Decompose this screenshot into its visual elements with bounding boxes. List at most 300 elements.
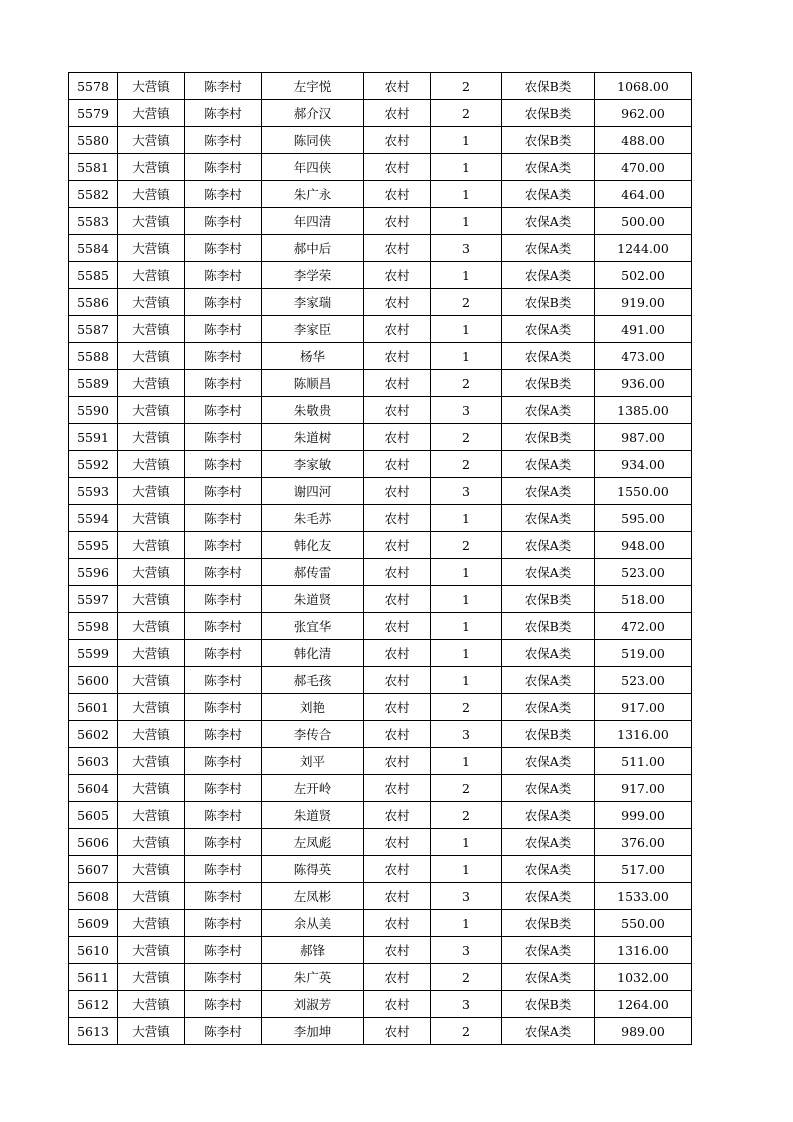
amount-cell: 934.00 xyxy=(595,451,692,478)
name-cell: 左凤彪 xyxy=(262,829,364,856)
amount-cell: 917.00 xyxy=(595,775,692,802)
town-cell: 大营镇 xyxy=(118,127,185,154)
serial-number-cell: 5583 xyxy=(69,208,118,235)
member-count-cell: 3 xyxy=(431,883,502,910)
household-type-cell: 农村 xyxy=(364,73,431,100)
amount-cell: 470.00 xyxy=(595,154,692,181)
serial-number-cell: 5602 xyxy=(69,721,118,748)
amount-cell: 464.00 xyxy=(595,181,692,208)
member-count-cell: 1 xyxy=(431,667,502,694)
member-count-cell: 2 xyxy=(431,1018,502,1045)
village-cell: 陈李村 xyxy=(185,424,262,451)
insurance-category-cell: 农保B类 xyxy=(502,127,595,154)
insurance-category-cell: 农保A类 xyxy=(502,505,595,532)
serial-number-cell: 5607 xyxy=(69,856,118,883)
household-type-cell: 农村 xyxy=(364,343,431,370)
name-cell: 张宜华 xyxy=(262,613,364,640)
name-cell: 杨华 xyxy=(262,343,364,370)
insurance-category-cell: 农保B类 xyxy=(502,721,595,748)
name-cell: 陈顺昌 xyxy=(262,370,364,397)
table-row xyxy=(69,640,692,667)
insurance-category-cell: 农保A类 xyxy=(502,748,595,775)
member-count-cell: 1 xyxy=(431,262,502,289)
village-cell: 陈李村 xyxy=(185,397,262,424)
village-cell: 陈李村 xyxy=(185,883,262,910)
village-cell: 陈李村 xyxy=(185,829,262,856)
town-cell: 大营镇 xyxy=(118,856,185,883)
town-cell: 大营镇 xyxy=(118,775,185,802)
amount-cell: 1316.00 xyxy=(595,937,692,964)
name-cell: 李加坤 xyxy=(262,1018,364,1045)
insurance-category-cell: 农保A类 xyxy=(502,640,595,667)
table-row xyxy=(69,208,692,235)
serial-number-cell: 5594 xyxy=(69,505,118,532)
member-count-cell: 2 xyxy=(431,802,502,829)
village-cell: 陈李村 xyxy=(185,343,262,370)
serial-number-cell: 5581 xyxy=(69,154,118,181)
household-type-cell: 农村 xyxy=(364,208,431,235)
roster-table xyxy=(68,72,692,1045)
insurance-category-cell: 农保B类 xyxy=(502,613,595,640)
household-type-cell: 农村 xyxy=(364,181,431,208)
insurance-category-cell: 农保A类 xyxy=(502,316,595,343)
household-type-cell: 农村 xyxy=(364,802,431,829)
serial-number-cell: 5604 xyxy=(69,775,118,802)
amount-cell: 962.00 xyxy=(595,100,692,127)
table-row xyxy=(69,370,692,397)
table-row xyxy=(69,316,692,343)
table-row xyxy=(69,856,692,883)
name-cell: 左宇悦 xyxy=(262,73,364,100)
household-type-cell: 农村 xyxy=(364,775,431,802)
household-type-cell: 农村 xyxy=(364,856,431,883)
town-cell: 大营镇 xyxy=(118,235,185,262)
town-cell: 大营镇 xyxy=(118,343,185,370)
name-cell: 朱道贤 xyxy=(262,802,364,829)
household-type-cell: 农村 xyxy=(364,451,431,478)
village-cell: 陈李村 xyxy=(185,559,262,586)
household-type-cell: 农村 xyxy=(364,910,431,937)
insurance-category-cell: 农保A类 xyxy=(502,532,595,559)
serial-number-cell: 5608 xyxy=(69,883,118,910)
village-cell: 陈李村 xyxy=(185,721,262,748)
name-cell: 李家瑞 xyxy=(262,289,364,316)
serial-number-cell: 5595 xyxy=(69,532,118,559)
serial-number-cell: 5609 xyxy=(69,910,118,937)
table-row xyxy=(69,748,692,775)
amount-cell: 999.00 xyxy=(595,802,692,829)
table-row xyxy=(69,613,692,640)
name-cell: 左开岭 xyxy=(262,775,364,802)
name-cell: 刘平 xyxy=(262,748,364,775)
member-count-cell: 1 xyxy=(431,127,502,154)
member-count-cell: 1 xyxy=(431,505,502,532)
village-cell: 陈李村 xyxy=(185,73,262,100)
village-cell: 陈李村 xyxy=(185,694,262,721)
serial-number-cell: 5587 xyxy=(69,316,118,343)
member-count-cell: 3 xyxy=(431,721,502,748)
member-count-cell: 1 xyxy=(431,586,502,613)
household-type-cell: 农村 xyxy=(364,748,431,775)
member-count-cell: 2 xyxy=(431,775,502,802)
village-cell: 陈李村 xyxy=(185,748,262,775)
household-type-cell: 农村 xyxy=(364,235,431,262)
town-cell: 大营镇 xyxy=(118,667,185,694)
town-cell: 大营镇 xyxy=(118,73,185,100)
table-row xyxy=(69,775,692,802)
serial-number-cell: 5593 xyxy=(69,478,118,505)
name-cell: 年四清 xyxy=(262,208,364,235)
town-cell: 大营镇 xyxy=(118,748,185,775)
household-type-cell: 农村 xyxy=(364,613,431,640)
household-type-cell: 农村 xyxy=(364,829,431,856)
serial-number-cell: 5584 xyxy=(69,235,118,262)
insurance-category-cell: 农保A类 xyxy=(502,154,595,181)
table-row xyxy=(69,694,692,721)
table-row xyxy=(69,127,692,154)
table-row xyxy=(69,910,692,937)
member-count-cell: 2 xyxy=(431,424,502,451)
name-cell: 郝中后 xyxy=(262,235,364,262)
insurance-category-cell: 农保A类 xyxy=(502,451,595,478)
town-cell: 大营镇 xyxy=(118,910,185,937)
name-cell: 郝传雷 xyxy=(262,559,364,586)
village-cell: 陈李村 xyxy=(185,370,262,397)
member-count-cell: 1 xyxy=(431,208,502,235)
serial-number-cell: 5582 xyxy=(69,181,118,208)
table-row xyxy=(69,559,692,586)
insurance-category-cell: 农保A类 xyxy=(502,964,595,991)
town-cell: 大营镇 xyxy=(118,613,185,640)
insurance-category-cell: 农保A类 xyxy=(502,937,595,964)
insurance-category-cell: 农保A类 xyxy=(502,343,595,370)
amount-cell: 488.00 xyxy=(595,127,692,154)
table-row xyxy=(69,667,692,694)
town-cell: 大营镇 xyxy=(118,991,185,1018)
member-count-cell: 1 xyxy=(431,316,502,343)
name-cell: 郝锋 xyxy=(262,937,364,964)
member-count-cell: 3 xyxy=(431,937,502,964)
household-type-cell: 农村 xyxy=(364,937,431,964)
amount-cell: 1533.00 xyxy=(595,883,692,910)
amount-cell: 989.00 xyxy=(595,1018,692,1045)
insurance-category-cell: 农保A类 xyxy=(502,478,595,505)
insurance-category-cell: 农保B类 xyxy=(502,289,595,316)
member-count-cell: 2 xyxy=(431,532,502,559)
household-type-cell: 农村 xyxy=(364,667,431,694)
name-cell: 李学荣 xyxy=(262,262,364,289)
household-type-cell: 农村 xyxy=(364,640,431,667)
town-cell: 大营镇 xyxy=(118,505,185,532)
table-row xyxy=(69,424,692,451)
member-count-cell: 2 xyxy=(431,73,502,100)
name-cell: 韩化清 xyxy=(262,640,364,667)
amount-cell: 1550.00 xyxy=(595,478,692,505)
member-count-cell: 1 xyxy=(431,748,502,775)
serial-number-cell: 5590 xyxy=(69,397,118,424)
village-cell: 陈李村 xyxy=(185,910,262,937)
household-type-cell: 农村 xyxy=(364,991,431,1018)
household-type-cell: 农村 xyxy=(364,964,431,991)
household-type-cell: 农村 xyxy=(364,721,431,748)
serial-number-cell: 5586 xyxy=(69,289,118,316)
household-type-cell: 农村 xyxy=(364,883,431,910)
table-row xyxy=(69,181,692,208)
name-cell: 朱广英 xyxy=(262,964,364,991)
table-body xyxy=(69,73,692,1045)
amount-cell: 550.00 xyxy=(595,910,692,937)
insurance-category-cell: 农保A类 xyxy=(502,208,595,235)
town-cell: 大营镇 xyxy=(118,937,185,964)
village-cell: 陈李村 xyxy=(185,937,262,964)
table-row xyxy=(69,73,692,100)
household-type-cell: 农村 xyxy=(364,262,431,289)
village-cell: 陈李村 xyxy=(185,100,262,127)
town-cell: 大营镇 xyxy=(118,154,185,181)
table-row xyxy=(69,343,692,370)
name-cell: 朱毛苏 xyxy=(262,505,364,532)
town-cell: 大营镇 xyxy=(118,451,185,478)
household-type-cell: 农村 xyxy=(364,586,431,613)
table-row xyxy=(69,721,692,748)
member-count-cell: 3 xyxy=(431,397,502,424)
insurance-category-cell: 农保A类 xyxy=(502,181,595,208)
name-cell: 朱敬贵 xyxy=(262,397,364,424)
serial-number-cell: 5600 xyxy=(69,667,118,694)
household-type-cell: 农村 xyxy=(364,694,431,721)
table-row xyxy=(69,829,692,856)
household-type-cell: 农村 xyxy=(364,478,431,505)
village-cell: 陈李村 xyxy=(185,262,262,289)
amount-cell: 595.00 xyxy=(595,505,692,532)
serial-number-cell: 5597 xyxy=(69,586,118,613)
household-type-cell: 农村 xyxy=(364,100,431,127)
household-type-cell: 农村 xyxy=(364,559,431,586)
village-cell: 陈李村 xyxy=(185,532,262,559)
village-cell: 陈李村 xyxy=(185,478,262,505)
amount-cell: 473.00 xyxy=(595,343,692,370)
village-cell: 陈李村 xyxy=(185,154,262,181)
town-cell: 大营镇 xyxy=(118,262,185,289)
insurance-category-cell: 农保A类 xyxy=(502,883,595,910)
amount-cell: 1032.00 xyxy=(595,964,692,991)
town-cell: 大营镇 xyxy=(118,586,185,613)
amount-cell: 936.00 xyxy=(595,370,692,397)
insurance-category-cell: 农保A类 xyxy=(502,397,595,424)
village-cell: 陈李村 xyxy=(185,991,262,1018)
amount-cell: 1068.00 xyxy=(595,73,692,100)
household-type-cell: 农村 xyxy=(364,370,431,397)
amount-cell: 987.00 xyxy=(595,424,692,451)
amount-cell: 518.00 xyxy=(595,586,692,613)
household-type-cell: 农村 xyxy=(364,505,431,532)
serial-number-cell: 5592 xyxy=(69,451,118,478)
village-cell: 陈李村 xyxy=(185,964,262,991)
amount-cell: 500.00 xyxy=(595,208,692,235)
village-cell: 陈李村 xyxy=(185,505,262,532)
serial-number-cell: 5601 xyxy=(69,694,118,721)
village-cell: 陈李村 xyxy=(185,613,262,640)
name-cell: 陈得英 xyxy=(262,856,364,883)
town-cell: 大营镇 xyxy=(118,559,185,586)
table-row xyxy=(69,1018,692,1045)
insurance-category-cell: 农保B类 xyxy=(502,100,595,127)
insurance-category-cell: 农保A类 xyxy=(502,829,595,856)
name-cell: 朱道贤 xyxy=(262,586,364,613)
town-cell: 大营镇 xyxy=(118,100,185,127)
member-count-cell: 3 xyxy=(431,235,502,262)
amount-cell: 511.00 xyxy=(595,748,692,775)
table-row xyxy=(69,397,692,424)
town-cell: 大营镇 xyxy=(118,694,185,721)
insurance-category-cell: 农保A类 xyxy=(502,856,595,883)
insurance-category-cell: 农保B类 xyxy=(502,991,595,1018)
table-row xyxy=(69,532,692,559)
insurance-category-cell: 农保B类 xyxy=(502,73,595,100)
member-count-cell: 1 xyxy=(431,343,502,370)
amount-cell: 523.00 xyxy=(595,667,692,694)
amount-cell: 917.00 xyxy=(595,694,692,721)
member-count-cell: 1 xyxy=(431,559,502,586)
table-row xyxy=(69,964,692,991)
town-cell: 大营镇 xyxy=(118,721,185,748)
village-cell: 陈李村 xyxy=(185,1018,262,1045)
member-count-cell: 3 xyxy=(431,478,502,505)
table-row xyxy=(69,937,692,964)
village-cell: 陈李村 xyxy=(185,181,262,208)
member-count-cell: 1 xyxy=(431,640,502,667)
serial-number-cell: 5606 xyxy=(69,829,118,856)
name-cell: 韩化友 xyxy=(262,532,364,559)
name-cell: 余从美 xyxy=(262,910,364,937)
member-count-cell: 2 xyxy=(431,694,502,721)
town-cell: 大营镇 xyxy=(118,1018,185,1045)
village-cell: 陈李村 xyxy=(185,802,262,829)
household-type-cell: 农村 xyxy=(364,532,431,559)
village-cell: 陈李村 xyxy=(185,235,262,262)
town-cell: 大营镇 xyxy=(118,964,185,991)
table-row xyxy=(69,289,692,316)
serial-number-cell: 5603 xyxy=(69,748,118,775)
insurance-category-cell: 农保A类 xyxy=(502,802,595,829)
amount-cell: 472.00 xyxy=(595,613,692,640)
name-cell: 陈同侠 xyxy=(262,127,364,154)
name-cell: 刘淑芳 xyxy=(262,991,364,1018)
insurance-category-cell: 农保B类 xyxy=(502,586,595,613)
insurance-category-cell: 农保B类 xyxy=(502,424,595,451)
name-cell: 李家臣 xyxy=(262,316,364,343)
name-cell: 郝毛孩 xyxy=(262,667,364,694)
serial-number-cell: 5596 xyxy=(69,559,118,586)
village-cell: 陈李村 xyxy=(185,316,262,343)
insurance-category-cell: 农保A类 xyxy=(502,559,595,586)
insurance-category-cell: 农保B类 xyxy=(502,370,595,397)
name-cell: 谢四河 xyxy=(262,478,364,505)
serial-number-cell: 5589 xyxy=(69,370,118,397)
village-cell: 陈李村 xyxy=(185,289,262,316)
table-row xyxy=(69,262,692,289)
village-cell: 陈李村 xyxy=(185,451,262,478)
table-row xyxy=(69,100,692,127)
name-cell: 李家敏 xyxy=(262,451,364,478)
village-cell: 陈李村 xyxy=(185,127,262,154)
serial-number-cell: 5588 xyxy=(69,343,118,370)
serial-number-cell: 5612 xyxy=(69,991,118,1018)
household-type-cell: 农村 xyxy=(364,316,431,343)
name-cell: 朱道树 xyxy=(262,424,364,451)
member-count-cell: 1 xyxy=(431,154,502,181)
village-cell: 陈李村 xyxy=(185,208,262,235)
member-count-cell: 2 xyxy=(431,964,502,991)
amount-cell: 1316.00 xyxy=(595,721,692,748)
town-cell: 大营镇 xyxy=(118,289,185,316)
name-cell: 刘艳 xyxy=(262,694,364,721)
household-type-cell: 农村 xyxy=(364,397,431,424)
village-cell: 陈李村 xyxy=(185,586,262,613)
village-cell: 陈李村 xyxy=(185,856,262,883)
member-count-cell: 1 xyxy=(431,829,502,856)
name-cell: 左凤彬 xyxy=(262,883,364,910)
insurance-category-cell: 农保B类 xyxy=(502,910,595,937)
table-row xyxy=(69,586,692,613)
serial-number-cell: 5605 xyxy=(69,802,118,829)
serial-number-cell: 5599 xyxy=(69,640,118,667)
member-count-cell: 1 xyxy=(431,856,502,883)
insurance-category-cell: 农保A类 xyxy=(502,775,595,802)
serial-number-cell: 5610 xyxy=(69,937,118,964)
amount-cell: 376.00 xyxy=(595,829,692,856)
insurance-category-cell: 农保A类 xyxy=(502,262,595,289)
village-cell: 陈李村 xyxy=(185,667,262,694)
town-cell: 大营镇 xyxy=(118,316,185,343)
serial-number-cell: 5598 xyxy=(69,613,118,640)
household-type-cell: 农村 xyxy=(364,289,431,316)
table-row xyxy=(69,478,692,505)
name-cell: 朱广永 xyxy=(262,181,364,208)
insurance-category-cell: 农保A类 xyxy=(502,235,595,262)
amount-cell: 517.00 xyxy=(595,856,692,883)
town-cell: 大营镇 xyxy=(118,370,185,397)
household-type-cell: 农村 xyxy=(364,1018,431,1045)
member-count-cell: 2 xyxy=(431,289,502,316)
serial-number-cell: 5579 xyxy=(69,100,118,127)
town-cell: 大营镇 xyxy=(118,532,185,559)
member-count-cell: 2 xyxy=(431,370,502,397)
member-count-cell: 1 xyxy=(431,613,502,640)
household-type-cell: 农村 xyxy=(364,424,431,451)
insurance-category-cell: 农保A类 xyxy=(502,667,595,694)
amount-cell: 1264.00 xyxy=(595,991,692,1018)
town-cell: 大营镇 xyxy=(118,424,185,451)
table-row xyxy=(69,991,692,1018)
town-cell: 大营镇 xyxy=(118,478,185,505)
town-cell: 大营镇 xyxy=(118,802,185,829)
amount-cell: 919.00 xyxy=(595,289,692,316)
table-row xyxy=(69,802,692,829)
village-cell: 陈李村 xyxy=(185,775,262,802)
table-row xyxy=(69,451,692,478)
member-count-cell: 3 xyxy=(431,991,502,1018)
insurance-category-cell: 农保A类 xyxy=(502,694,595,721)
serial-number-cell: 5613 xyxy=(69,1018,118,1045)
member-count-cell: 1 xyxy=(431,910,502,937)
table-row xyxy=(69,235,692,262)
serial-number-cell: 5611 xyxy=(69,964,118,991)
household-type-cell: 农村 xyxy=(364,127,431,154)
town-cell: 大营镇 xyxy=(118,883,185,910)
table-row xyxy=(69,883,692,910)
member-count-cell: 2 xyxy=(431,100,502,127)
